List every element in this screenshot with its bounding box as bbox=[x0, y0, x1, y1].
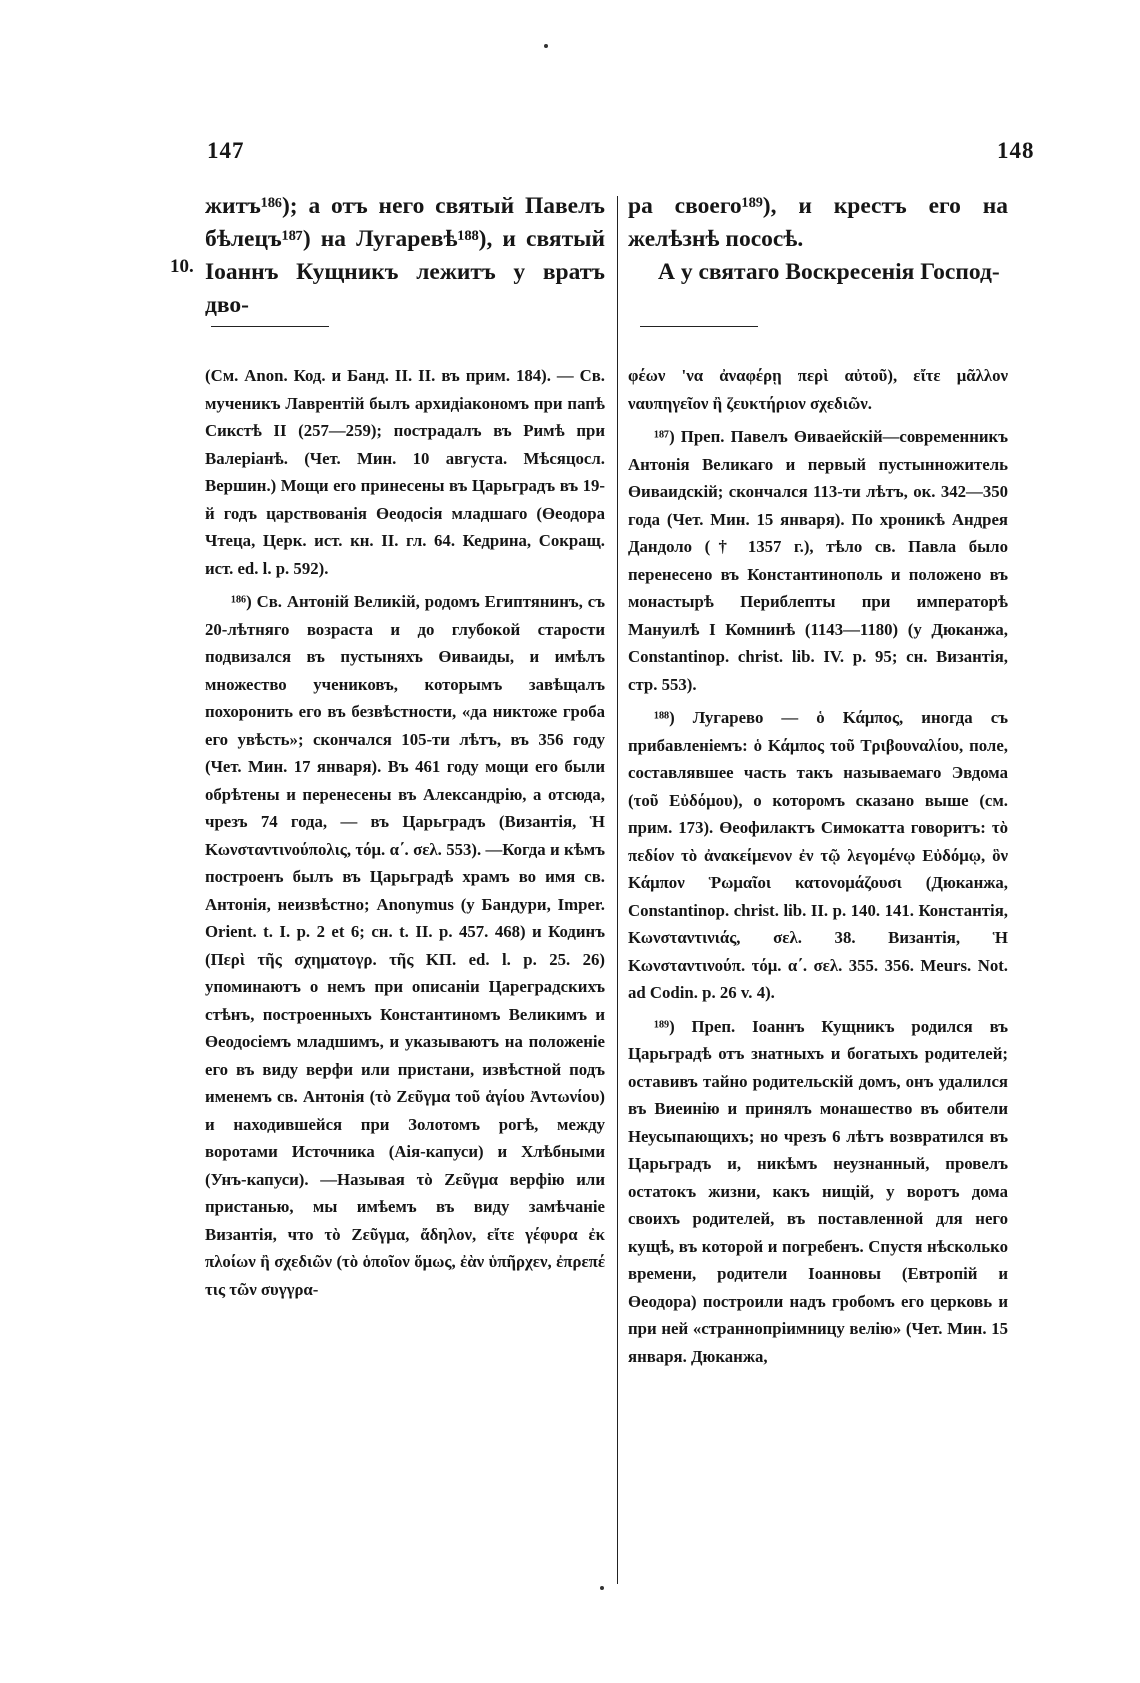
right-footnotes bbox=[628, 362, 1008, 1376]
right-main-text bbox=[628, 190, 1008, 289]
left-main-paragraph: житъ¹⁸⁶); а отъ него святый Павелъ бѣлецъ¹⁸⁷) на Лугаревѣ¹⁸⁸), и святый Іоаннъ Кущникъ лежитъ у вратъ дво- bbox=[205, 193, 605, 318]
scan-speck bbox=[600, 1586, 604, 1590]
left-footnotes bbox=[205, 362, 605, 1309]
right-page-number: 148 bbox=[997, 138, 1035, 163]
left-footnote-rule bbox=[211, 326, 329, 327]
footnote-188: ¹⁸⁸) Лугарево — ὁ Κάμπος, иногда съ прибавленіемъ: ὁ Κάμπος τοῦ Τριβουναλίου, поле, составлявшее часть такъ называемаго Эвдома (τοῦ Εὐδόμου), о которомъ сказано выше (см. прим. 173). Өеофилактъ Симокатта говоритъ: τὸ πεδίον τὸ ἀνακείμενον ἐν τῷ λεγομένῳ Εὐδόμῳ, ὃν Κάμπον Ῥωμαῖοι κατονομάζουσι (Дюканжа, Constantinop. christ. lib. II. p. 140. 141. Константія, Κωνσταντινιάς, σελ. 38. Византія, Ἡ Κωνσταντινούπ. τόμ. α΄. σελ. 355. 356. Meurs. Not. ad Codin. p. 26 v. 4). bbox=[628, 708, 1008, 1002]
left-main-text bbox=[205, 190, 605, 322]
footnote-189: ¹⁸⁹) Преп. Іоаннъ Кущникъ родился въ Царьградѣ отъ знатныхъ и богатыхъ родителей; оставивъ тайно родительскій домъ, онъ удалился въ Виеинію и принялъ монашество въ обители Неусыпающихъ; но чрезъ 6 лѣтъ возвратился въ Царьградъ и, никѣмъ неузнанный, провелъ остатокъ жизни, какъ нищій, у воротъ дома своихъ родителей, въ поставленной для него кущѣ, въ которой и погребенъ. Спустя нѣсколько времени, родители Іоанновы (Евтропій и Өеодора) построили надъ гробомъ его церковь и при ней «страннопріимницу велію» (Чет. Мин. 15 января. Дюканжа, bbox=[628, 1016, 1008, 1366]
right-footnote-rule bbox=[640, 326, 758, 327]
scan-speck bbox=[544, 44, 548, 48]
footnote-continuation: (См. Anon. Код. и Банд. II. II. въ прим. 184). — Св. мученикъ Лаврентій былъ архидіакономъ при папѣ Сикстѣ II (257—259); пострадалъ въ Римѣ при Валеріанѣ. (Чет. Мин. 10 августа. Мѣсяцосл. Вершин.) Мощи его принесены въ Царьградъ въ 19-й годъ царствованія Өеодосія младшаго (Өеодора Чтеца, Церк. ист. кн. II. гл. 64. Кедрина, Сокращ. ист. ed. l. p. 592). bbox=[205, 366, 605, 578]
right-main-paragraph-1: ра своего¹⁸⁹), и крестъ его на желѣзнѣ пососѣ. bbox=[628, 193, 1008, 252]
right-main-paragraph-2: А у святаго Воскресенія Господ- bbox=[658, 259, 1000, 285]
column-divider bbox=[617, 196, 618, 1584]
footnote-186: ¹⁸⁶) Св. Антоній Великій, родомъ Египтянинъ, съ 20-лѣтняго возраста и до глубокой старости подвизался въ пустыняхъ Өиваиды, и имѣлъ множество учениковъ, которымъ завѣщалъ похоронить его въ безвѣстности, «да никтоже гроба его увѣсть»; скончался 105-ти лѣтъ, въ 356 году (Чет. Мин. 17 января). Въ 461 году мощи его были обрѣтены и перенесены въ Александрію, а отсюда, чрезъ 74 года, — въ Царьградъ (Византія, Ἡ Κωνσταντινούπολις, τόμ. α΄. σελ. 553). —Когда и кѣмъ построенъ былъ въ Царьградѣ храмъ во имя св. Антонія, неизвѣстно; Anonymus (у Бандури, Imper. Orient. t. I. p. 2 et 6; сн. t. II. p. 457. 468) и Кодинъ (Περὶ τῆς σχηματογρ. τῆς ΚΠ. ed. l. p. 25. 26) упоминаютъ о немъ при описаніи Цареградскихъ стѣнъ, построенныхъ Константиномъ Великимъ и Өеодосіемъ младшимъ, и указываютъ на положеніе его въ виду верфи или пристани, извѣстной подъ именемъ св. Антонія (τὸ Ζεῦγμα τοῦ ἁγίου Ἀντωνίου) и находившейся при Золотомъ рогѣ, между воротами Источника (Аія-капуси) и Хлѣбными (Унъ-капуси). —Называя τὸ Ζεῦγμα верфію или пристанью, мы имѣемъ въ виду замѣчаніе Византія, что τὸ Ζεῦγμα, ἄδηλον, εἴτε γέφυρα ἐκ πλοίων ἢ σχεδιῶν (τὸ ὁποῖον ὅμως, ἐὰν ὑπῆρχεν, ἐπρεπέ τις τῶν συγγρα- bbox=[205, 592, 605, 1299]
footnote-187: ¹⁸⁷) Преп. Павелъ Өиваейскій—современникъ Антонія Великаго и первый пустынножитель Өиваидскій; скончался 113-ти лѣтъ, ок. 342—350 года (Чет. Мин. 15 января). По хроникѣ Андрея Дандоло († 1357 г.), тѣло св. Павла было перенесено въ Константинополь и положено въ монастырѣ Периблепты при императорѣ Мануилѣ I Комнинѣ (1143—1180) (у Дюканжа, Constantinop. christ. lib. IV. p. 95; сн. Византія, стр. 553). bbox=[628, 427, 1008, 694]
left-page-number: 147 bbox=[207, 138, 245, 163]
margin-line-number: 10. bbox=[170, 256, 194, 277]
footnote-continuation-greek: φέων 'να ἀναφέρῃ περὶ αὐτοῦ), εἴτε μᾶλλον ναυπηγεῖον ἢ ζευκτήριον σχεδιῶν. bbox=[628, 366, 1008, 413]
